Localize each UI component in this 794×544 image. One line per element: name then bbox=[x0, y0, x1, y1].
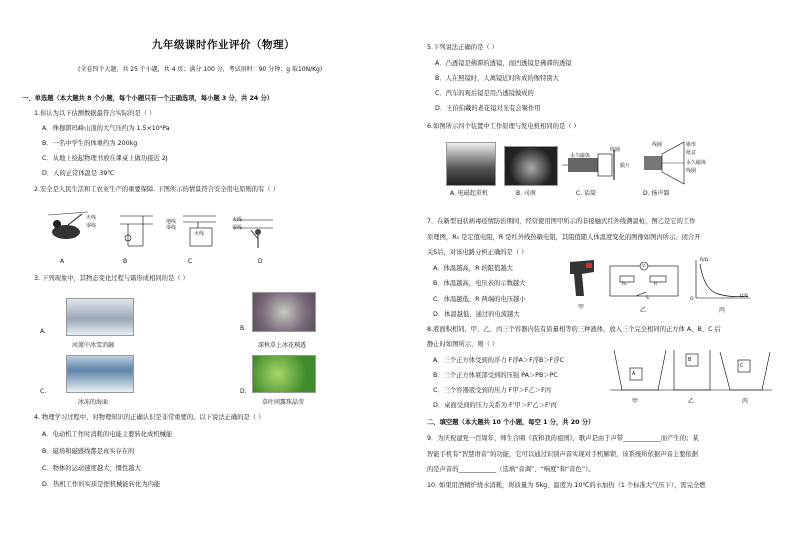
section1-heading: 一、单选题（本大题共 8 个小题，每个小题只有一个正确选项，每小题 3 分，共 24 分） bbox=[22, 95, 274, 102]
exam-instructions: (全卷四个大题，共 25 个小题，共 4 页；满分 100 分，考试用时：90 分钟；g 取10N/Kg) bbox=[78, 66, 323, 73]
q7-voltmeter-label: V bbox=[642, 264, 646, 269]
q7-line-2: 原理图，R₀ 是定值电阻，R 是红外线热敏电阻，其阻值随人体温度变化的图像如图丙所示。闭合开 bbox=[427, 234, 701, 241]
q7-option-b: B．体温越高，电压表的示数越大 bbox=[433, 280, 526, 287]
q8-option-c: C．三个容器底受到的压力 F甲＞F乙＞F丙 bbox=[433, 387, 552, 394]
q3-photo-a bbox=[66, 298, 134, 336]
q8-block-b: B bbox=[688, 357, 692, 363]
q3-letter-b: B. bbox=[240, 325, 247, 332]
q2-c-neutral-wire-label: 零线 bbox=[166, 225, 177, 231]
q4-stem: 4. 物理学习过程中，对物理知识的正确认识是非常重要的。以下说法正确的是（ ） bbox=[34, 414, 265, 421]
q2-d-neutral-wire-label: 零线 bbox=[232, 225, 243, 231]
q8-option-a: A．三个正方体受到的浮力 F浮A＞F浮B＞F浮C bbox=[433, 357, 564, 364]
section2-heading: 二、填空题（本大题共 10 个小题，每空 1 分，共 20 分） bbox=[427, 419, 595, 426]
q6-c-magnet-label: 永久磁体 bbox=[570, 153, 591, 159]
q7-option-c: C．体温越低，R 两端的电压越小 bbox=[433, 296, 526, 303]
q7-line-3: 关S后，对该电路分析正确的是（ ） bbox=[427, 249, 528, 256]
q5-stem: 5.下列说法正确的是（ ） bbox=[427, 44, 498, 51]
q8-caption-jia: 甲 bbox=[632, 398, 639, 405]
q5-option-c: C．汽车的观后镜是用凸透镜做成的 bbox=[435, 90, 534, 97]
q7-graph-xlabel: t/℃ bbox=[740, 294, 749, 299]
q3-caption-b: 深秋草上冰花剔透 bbox=[258, 342, 307, 349]
q8-block-c: C bbox=[740, 363, 744, 369]
q8-line-1: 8.底面积相同，甲、乙、丙三个容器内装有质量相等的三种液体，放入三个完全相同的正方体 A、B、C 后 bbox=[427, 326, 721, 333]
q6-caption-b: B. 司南 bbox=[516, 190, 536, 197]
q2-c-ground-wire-label: 地线 bbox=[166, 219, 177, 225]
q6-stem: 6.如图所示四个装置中工作原理与发电机相同的是（ ） bbox=[427, 123, 580, 130]
q8-option-d: D．桌面受到的压力关系为 F'甲＞F'乙＞F'丙 bbox=[433, 402, 557, 409]
q3-stem: 3. 下列现象中，其物态变化过程与霜形成相同的是（ ） bbox=[34, 275, 189, 282]
q1-option-b: B．一名中学生的体重约为 200kg bbox=[42, 140, 138, 147]
q8-caption-bing: 丙 bbox=[742, 398, 749, 405]
q5-option-b: B．人在照镜时，人离镜近时所成的像特别大 bbox=[435, 75, 559, 82]
q2-c-live-wire-label: 火线 bbox=[194, 231, 205, 237]
q4-option-c: C．物体的运动速度越大，惯性越大 bbox=[42, 465, 141, 472]
q2-label-b: B bbox=[123, 258, 128, 265]
page-title: 九年级课时作业评价（物理） bbox=[152, 39, 295, 51]
q6-d-paper-label: 纸盆 bbox=[686, 150, 697, 156]
q6-photo-b bbox=[504, 146, 558, 186]
q7-option-a: A．体温越高，R 的阻值越大 bbox=[433, 265, 513, 272]
q5-option-d: D．王伯伯戴的老花镜对光有会聚作用 bbox=[435, 105, 541, 112]
q3-photo-d bbox=[252, 355, 316, 393]
q6-caption-d: D. 扬声器 bbox=[643, 190, 670, 197]
q7-line-1: 7．在新型冠状病毒疫情防治期间，经常使用图甲所示的非接触式红外线测温枪，图乙是它的工作 bbox=[427, 218, 696, 225]
q6-d-cone-label: 锥形 bbox=[686, 142, 697, 148]
q3-photo-b bbox=[252, 292, 316, 332]
q6-caption-a: A. 电磁起重机 bbox=[450, 190, 488, 197]
q9-line-3: 的是声音的____________（选填“音调”、“响度”和“音色”）。 bbox=[427, 466, 595, 473]
q7-thermometer-gun bbox=[568, 258, 598, 300]
q6-caption-c: C. 话筒 bbox=[576, 190, 597, 197]
q3-photo-c bbox=[66, 355, 134, 393]
q6-d-coil-label-2: 线圈 bbox=[686, 168, 697, 174]
q2-label-d: D bbox=[258, 258, 263, 265]
q1-option-d: D．人的正常体温是 39℃ bbox=[42, 170, 115, 177]
q2-figure-a bbox=[48, 212, 88, 239]
q7-caption-bing: 丙 bbox=[719, 307, 726, 314]
q9-line-2: 智能手机有“智慧语音”的功能，它可以通过识别声音实现对手机解锁，该系统所依据声音主要依据 bbox=[427, 451, 698, 458]
q1-option-a: A．珠穆朗玛峰山顶的大气压约为 1.5×10⁵Pa bbox=[42, 125, 170, 132]
q4-option-d: D．热机工作的实质是把机械能转化为内能 bbox=[42, 481, 161, 488]
q1-stem: 1.你认为以下估测数据最符合实际的是（ ） bbox=[34, 110, 156, 117]
q8-line-2: 静止时如图所示，则（ ） bbox=[427, 341, 499, 348]
q6-c-diaphragm-label: 膜片 bbox=[620, 163, 631, 169]
q4-option-b: B．磁场和磁感线都是真实存在的 bbox=[42, 448, 135, 455]
q7-graph-ylabel: R/Ω bbox=[700, 258, 709, 263]
q1-option-c: C．从地上捡起物理书放在课桌上做功接近 2J bbox=[42, 155, 168, 162]
q2-label-a: A bbox=[60, 258, 65, 265]
q7-switch-label: S bbox=[646, 296, 649, 301]
q2-figure-b bbox=[120, 216, 153, 246]
q8-block-a: A bbox=[632, 371, 636, 377]
q5-option-a: A．凸透镜是佛滞的透镜，而凹透镜是佛滞的透镜 bbox=[435, 60, 572, 67]
q3-caption-a: 河流中冰雪消融 bbox=[72, 342, 115, 349]
q3-letter-a: A. bbox=[40, 328, 46, 335]
q7-graph-origin: O bbox=[690, 297, 694, 302]
q3-caption-c: 冰冻的海面 bbox=[78, 399, 109, 406]
q6-c-coil-label: 线圈 bbox=[610, 147, 621, 153]
q3-caption-d: 草叶间露珠晶莹 bbox=[262, 399, 305, 406]
q6-d-coil-label-1: 线圈 bbox=[652, 142, 663, 148]
q2-b-neutral-wire-label: 零线 bbox=[86, 223, 97, 229]
q3-letter-d: D. bbox=[240, 388, 247, 395]
q2-stem: 2.安全是人民生活和工农业生产的重要保障. 下图所示的情景符合安全用电原则的有（ ） bbox=[34, 186, 279, 193]
q3-letter-c: C. bbox=[40, 388, 47, 395]
q2-d-live-wire-label: 火线 bbox=[232, 217, 243, 223]
q10-line-1: 10. 如果用酒精炉烧水消耗，将质量为 5kg、温度为 10℃的水加热（1 个标准大气压下），需完全燃 bbox=[427, 482, 706, 489]
q2-circuit-figures bbox=[48, 210, 278, 260]
q8-option-b: B．三个正方体底部受到的压强 PA＞PB＞PC bbox=[433, 372, 558, 379]
q7-r-label: R bbox=[654, 282, 658, 287]
q7-r0-label: R₀ bbox=[622, 282, 627, 287]
q4-option-a: A．电动机工作时消耗的电能主要转化成机械能 bbox=[42, 431, 173, 438]
q2-b-live-wire-label: 火线 bbox=[86, 215, 97, 221]
q7-caption-jia: 甲 bbox=[578, 304, 585, 311]
q7-option-d: D．体温越低，通过的电流越大 bbox=[433, 311, 520, 318]
q8-caption-yi: 乙 bbox=[688, 398, 695, 405]
q2-label-c: C bbox=[188, 258, 193, 265]
q9-line-1: 9．为庆祝建党一百周年，师生合唱《我和我的祖国》，歌声是由于声带____________而产生的；某 bbox=[427, 435, 699, 442]
q6-d-magnet-label: 永久磁体 bbox=[686, 160, 707, 166]
q6-photo-a bbox=[446, 142, 496, 186]
q7-caption-yi: 乙 bbox=[640, 307, 647, 314]
